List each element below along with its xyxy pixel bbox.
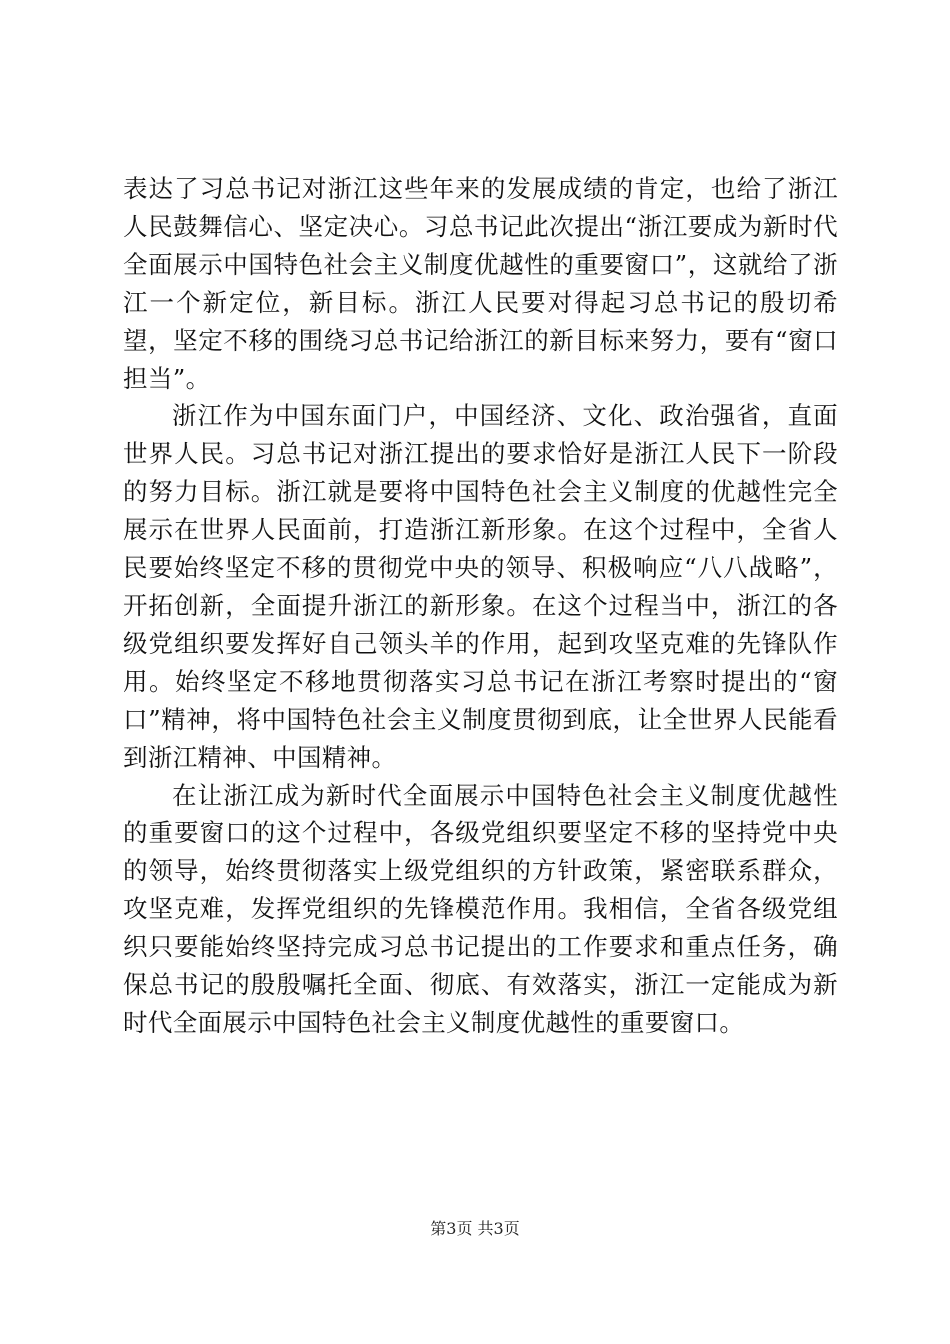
paragraph: 在让浙江成为新时代全面展示中国特色社会主义制度优越性的重要窗口的这个过程中，各级党组织要坚定不移的坚持党中央的领导，始终贯彻落实上级党组织的方针政策，紧密联系群众，攻坚克难，发挥党组织的先锋模范作用。我相信，全省各级党组织只要能始终坚持完成习总书记提出的工作要求和重点任务，确保总书记的殷殷嘱托全面、彻底、有效落实，浙江一定能成为新时代全面展示中国特色社会主义制度优越性的重要窗口。 (123, 780, 838, 1037)
document-body (123, 170, 838, 1042)
paragraph-continued: 表达了习总书记对浙江这些年来的发展成绩的肯定，也给了浙江人民鼓舞信心、坚定决心。习总书记此次提出“浙江要成为新时代全面展示中国特色社会主义制度优越性的重要窗口”，这就给了浙江一个新定位，新目标。浙江人民要对得起习总书记的殷切希望，坚定不移的围绕习总书记给浙江的新目标来努力，要有“窗口担当”。 (123, 174, 838, 393)
page-footer: 第3页 共3页 (430, 1219, 520, 1238)
paragraph: 浙江作为中国东面门户，中国经济、文化、政治强省，直面世界人民。习总书记对浙江提出的要求恰好是浙江人民下一阶段的努力目标。浙江就是要将中国特色社会主义制度的优越性完全展示在世界人民面前，打造浙江新形象。在这个过程中，全省人民要始终坚定不移的贯彻党中央的领导、积极响应“八八战略”，开拓创新，全面提升浙江的新形象。在这个过程当中，浙江的各级党组织要发挥好自己领头羊的作用，起到攻坚克难的先锋队作用。始终坚定不移地贯彻落实习总书记在浙江考察时提出的“窗口”精神，将中国特色社会主义制度贯彻到底，让全世界人民能看到浙江精神、中国精神。 (123, 401, 838, 772)
